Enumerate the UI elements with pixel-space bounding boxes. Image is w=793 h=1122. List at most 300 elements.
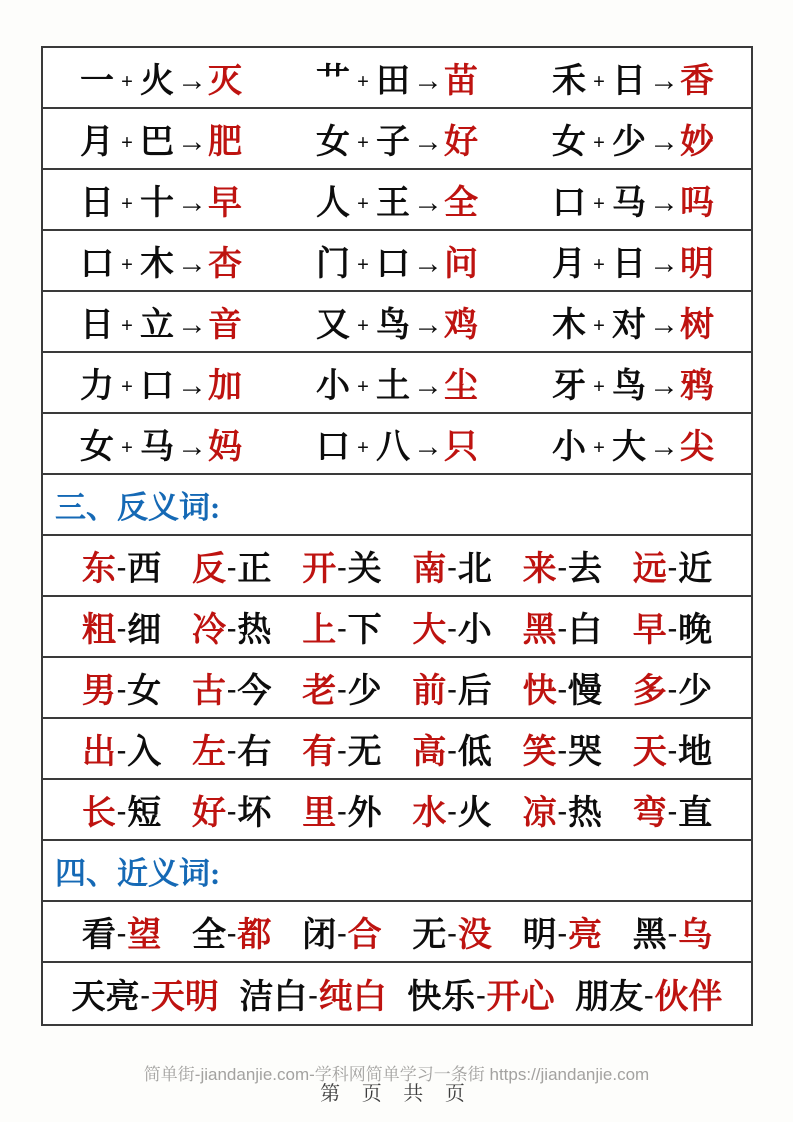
formula-cell [552,236,714,285]
pair-word-right: 少 [678,673,713,710]
dash-icon: - [337,674,347,705]
component-char: 力 [80,368,115,405]
word-pair [633,907,712,956]
word-pair [633,541,712,590]
dash-icon: - [227,674,237,705]
pair-word-left: 出 [81,734,116,771]
component-char: 女 [316,124,351,161]
pair-word-right: 亮 [567,917,602,954]
formula-cell [80,236,242,285]
formula-cell [316,297,478,346]
word-pair [192,541,271,590]
plus-icon: + [121,374,133,398]
pair-word-left: 大 [412,612,447,649]
formula-cell [80,419,242,468]
formula-cell [552,419,714,468]
component-char: 大 [611,429,646,466]
pair-word-right: 晚 [678,612,713,649]
result-char: 音 [207,307,242,344]
dash-icon: - [447,613,457,644]
component-char: 鸟 [375,307,410,344]
dash-icon: - [644,980,654,1011]
plus-icon: + [121,130,133,154]
component-char: 田 [375,63,410,100]
dash-icon: - [227,613,237,644]
pair-word-left: 水 [412,795,447,832]
component-char: 口 [139,368,174,405]
pair-word-right: 去 [567,551,602,588]
pair-word-right: 少 [347,673,382,710]
dash-icon: - [557,735,567,766]
dash-icon: - [227,735,237,766]
pair-word-left: 天 [632,734,667,771]
formula-row [43,414,751,475]
plus-icon: + [121,69,133,93]
section-title: 四、近义词: [55,856,221,891]
pair-word-left: 朋友 [575,979,644,1016]
result-char: 加 [207,368,242,405]
component-char: 鸟 [611,368,646,405]
arrow-icon: → [176,369,207,402]
pair-word-right: 短 [127,795,162,832]
pair-word-right: 北 [457,551,492,588]
pair-word-left: 里 [302,795,337,832]
word-pair [192,663,271,712]
pair-word-left: 有 [302,734,337,771]
component-char: 一 [80,63,115,100]
word-pair [523,907,602,956]
formula-row [43,231,751,292]
formula-cell [552,53,714,102]
dash-icon: - [447,796,457,827]
dash-icon: - [447,735,457,766]
dash-icon: - [667,674,678,705]
pair-word-right: 近 [678,551,713,588]
dash-icon: - [227,796,237,827]
plus-icon: + [593,191,605,215]
formula-cell [80,53,242,102]
section-header [43,841,751,902]
dash-icon: - [667,552,678,583]
result-char: 肥 [207,124,242,161]
dash-icon: - [337,735,347,766]
pair-word-right: 无 [347,734,382,771]
pair-word-left: 洁白 [239,979,308,1016]
plus-icon: + [357,130,369,154]
arrow-icon: → [648,247,679,280]
formula-cell [316,236,478,285]
result-char: 全 [443,185,478,222]
plus-icon: + [357,252,369,276]
result-char: 问 [443,246,478,283]
pair-word-left: 笑 [522,734,557,771]
component-char: 艹 [316,63,351,100]
dash-icon: - [116,552,127,583]
word-pair [575,969,722,1018]
word-pair [412,785,491,834]
formula-cell [316,114,478,163]
arrow-icon: → [412,369,443,402]
result-char: 灭 [207,63,242,100]
arrow-icon: → [412,64,443,97]
component-char: 少 [611,124,646,161]
pair-word-right: 哭 [567,734,602,771]
pair-word-left: 好 [192,795,227,832]
antonym-row [43,658,751,719]
word-pair [412,602,491,651]
pair-word-left: 凉 [522,795,557,832]
dash-icon: - [557,613,567,644]
plus-icon: + [357,191,369,215]
formula-cell [80,114,242,163]
pair-word-left: 高 [412,734,447,771]
pair-word-right: 下 [347,612,382,649]
component-char: 木 [139,246,174,283]
dash-icon: - [667,796,678,827]
word-pair [412,541,491,590]
formula-row [43,109,751,170]
word-pair [302,541,381,590]
result-char: 尖 [679,429,714,466]
formula-cell [80,358,242,407]
dash-icon: - [557,918,567,949]
pair-word-right: 火 [457,795,492,832]
pair-word-left: 早 [632,612,667,649]
pair-word-right: 伙伴 [654,979,723,1016]
arrow-icon: → [648,125,679,158]
component-char: 王 [375,185,410,222]
dash-icon: - [116,918,127,949]
pair-word-left: 全 [192,917,227,954]
component-char: 子 [375,124,410,161]
word-pair [82,602,161,651]
plus-icon: + [121,252,133,276]
word-pair [523,724,602,773]
footer [0,1060,793,1106]
result-char: 鸦 [679,368,714,405]
pair-word-left: 无 [412,917,447,954]
dash-icon: - [447,552,457,583]
component-char: 门 [316,246,351,283]
arrow-icon: → [648,308,679,341]
component-char: 火 [139,63,174,100]
word-pair [633,724,712,773]
arrow-icon: → [648,369,679,402]
dash-icon: - [667,918,678,949]
plus-icon: + [121,435,133,459]
pair-word-right: 后 [457,673,492,710]
word-pair [82,663,161,712]
pair-word-right: 乌 [678,917,713,954]
plus-icon: + [593,435,605,459]
component-char: 小 [316,368,351,405]
component-char: 日 [80,185,115,222]
synonym-row [43,963,751,1024]
word-pair [633,663,712,712]
pair-word-right: 热 [567,795,602,832]
component-char: 口 [316,429,351,466]
result-char: 树 [679,307,714,344]
result-char: 杏 [207,246,242,283]
dash-icon: - [337,552,347,583]
word-pair [523,785,602,834]
word-pair [302,663,381,712]
dash-icon: - [337,918,347,949]
pair-word-left: 古 [192,673,227,710]
section-header [43,475,751,536]
arrow-icon: → [176,308,207,341]
word-pair [82,541,161,590]
result-char: 早 [207,185,242,222]
arrow-icon: → [176,186,207,219]
component-char: 立 [139,307,174,344]
component-char: 对 [611,307,646,344]
pair-word-right: 细 [127,612,162,649]
pair-word-right: 低 [457,734,492,771]
plus-icon: + [593,313,605,337]
pair-word-left: 看 [81,917,116,954]
plus-icon: + [121,191,133,215]
component-char: 女 [552,124,587,161]
pair-word-left: 快 [522,673,557,710]
pair-word-left: 黑 [522,612,557,649]
word-pair [239,969,386,1018]
component-char: 口 [375,246,410,283]
worksheet-table [41,46,753,1026]
pair-word-left: 远 [632,551,667,588]
formula-row [43,292,751,353]
formula-cell [316,53,478,102]
pair-word-right: 白 [567,612,602,649]
result-char: 明 [679,246,714,283]
pair-word-right: 坏 [237,795,272,832]
word-pair [523,602,602,651]
word-pair [192,724,271,773]
formula-cell [316,175,478,224]
result-char: 尘 [443,368,478,405]
pair-word-right: 没 [457,917,492,954]
word-pair [192,907,271,956]
pair-word-left: 前 [412,673,447,710]
formula-cell [80,175,242,224]
pair-word-right: 小 [457,612,492,649]
dash-icon: - [140,980,150,1011]
formula-cell [552,358,714,407]
component-char: 马 [611,185,646,222]
arrow-icon: → [648,430,679,463]
component-char: 日 [611,246,646,283]
pair-word-left: 左 [192,734,227,771]
pair-word-right: 直 [678,795,713,832]
result-char: 妙 [679,124,714,161]
synonym-row [43,902,751,963]
word-pair [72,969,219,1018]
pair-word-left: 老 [302,673,337,710]
antonym-row [43,536,751,597]
word-pair [412,907,491,956]
plus-icon: + [357,313,369,337]
word-pair [192,785,271,834]
dash-icon: - [447,918,457,949]
result-char: 妈 [207,429,242,466]
arrow-icon: → [412,125,443,158]
pair-word-left: 开 [302,551,337,588]
word-pair [523,663,602,712]
pair-word-right: 女 [127,673,162,710]
result-char: 只 [443,429,478,466]
pair-word-right: 慢 [567,673,602,710]
dash-icon: - [667,613,678,644]
plus-icon: + [121,313,133,337]
pair-word-left: 东 [81,551,116,588]
dash-icon: - [557,796,567,827]
result-char: 香 [679,63,714,100]
pair-word-right: 天明 [150,979,219,1016]
pair-word-left: 多 [632,673,667,710]
pair-word-right: 望 [127,917,162,954]
dash-icon: - [308,980,318,1011]
component-char: 牙 [552,368,587,405]
arrow-icon: → [648,186,679,219]
pair-word-left: 男 [81,673,116,710]
dash-icon: - [227,552,237,583]
formula-row [43,353,751,414]
word-pair [302,907,381,956]
formula-cell [80,297,242,346]
word-pair [82,907,161,956]
component-char: 日 [611,63,646,100]
dash-icon: - [476,980,486,1011]
component-char: 日 [80,307,115,344]
dash-icon: - [116,796,127,827]
section-title: 三、反义词: [55,490,221,525]
word-pair [633,785,712,834]
arrow-icon: → [412,186,443,219]
pair-word-left: 上 [302,612,337,649]
word-pair [302,602,381,651]
pair-word-right: 右 [237,734,272,771]
word-pair [82,724,161,773]
pair-word-right: 地 [678,734,713,771]
antonym-row [43,597,751,658]
pair-word-left: 南 [412,551,447,588]
result-char: 好 [443,124,478,161]
dash-icon: - [557,552,567,583]
arrow-icon: → [176,64,207,97]
component-char: 口 [552,185,587,222]
arrow-icon: → [176,247,207,280]
pair-word-right: 开心 [486,979,555,1016]
word-pair [192,602,271,651]
component-char: 马 [139,429,174,466]
pair-word-right: 入 [127,734,162,771]
word-pair [412,663,491,712]
arrow-icon: → [412,247,443,280]
dash-icon: - [337,613,347,644]
dash-icon: - [337,796,347,827]
component-char: 月 [80,124,115,161]
component-char: 土 [375,368,410,405]
pair-word-left: 冷 [192,612,227,649]
dash-icon: - [116,674,127,705]
pair-word-right: 热 [237,612,272,649]
word-pair [412,724,491,773]
arrow-icon: → [412,430,443,463]
component-char: 木 [552,307,587,344]
footer-watermark: 简单街-jiandanjie.com-学科网简单学习一条街 https://jiandanjie.com [143,1065,650,1084]
pair-word-left: 粗 [81,612,116,649]
plus-icon: + [593,252,605,276]
arrow-icon: → [176,125,207,158]
pair-word-right: 都 [237,917,272,954]
dash-icon: - [667,735,678,766]
result-char: 鸡 [443,307,478,344]
pair-word-right: 合 [347,917,382,954]
component-char: 禾 [552,63,587,100]
pair-word-right: 西 [127,551,162,588]
dash-icon: - [227,918,237,949]
formula-row [43,48,751,109]
footer-page-indicator: 第 页 共 页 [320,1083,473,1105]
pair-word-left: 黑 [632,917,667,954]
plus-icon: + [357,374,369,398]
plus-icon: + [593,130,605,154]
component-char: 女 [80,429,115,466]
formula-row [43,170,751,231]
dash-icon: - [116,613,127,644]
word-pair [523,541,602,590]
formula-cell [552,114,714,163]
component-char: 口 [80,246,115,283]
formula-cell [552,175,714,224]
component-char: 又 [316,307,351,344]
result-char: 吗 [679,185,714,222]
word-pair [633,602,712,651]
pair-word-left: 闭 [302,917,337,954]
pair-word-right: 纯白 [318,979,387,1016]
pair-word-right: 外 [347,795,382,832]
formula-cell [552,297,714,346]
word-pair [407,969,554,1018]
word-pair [302,724,381,773]
pair-word-right: 关 [347,551,382,588]
pair-word-left: 明 [522,917,557,954]
component-char: 月 [552,246,587,283]
pair-word-left: 反 [192,551,227,588]
pair-word-right: 今 [237,673,272,710]
antonym-row [43,780,751,841]
pair-word-left: 天亮 [71,979,140,1016]
word-pair [302,785,381,834]
antonym-row [43,719,751,780]
word-pair [82,785,161,834]
component-char: 八 [375,429,410,466]
component-char: 十 [139,185,174,222]
dash-icon: - [557,674,567,705]
formula-cell [316,419,478,468]
pair-word-left: 快乐 [407,979,476,1016]
pair-word-left: 长 [81,795,116,832]
result-char: 苗 [443,63,478,100]
dash-icon: - [447,674,457,705]
component-char: 人 [316,185,351,222]
plus-icon: + [357,435,369,459]
plus-icon: + [593,374,605,398]
arrow-icon: → [176,430,207,463]
plus-icon: + [593,69,605,93]
component-char: 小 [552,429,587,466]
arrow-icon: → [412,308,443,341]
